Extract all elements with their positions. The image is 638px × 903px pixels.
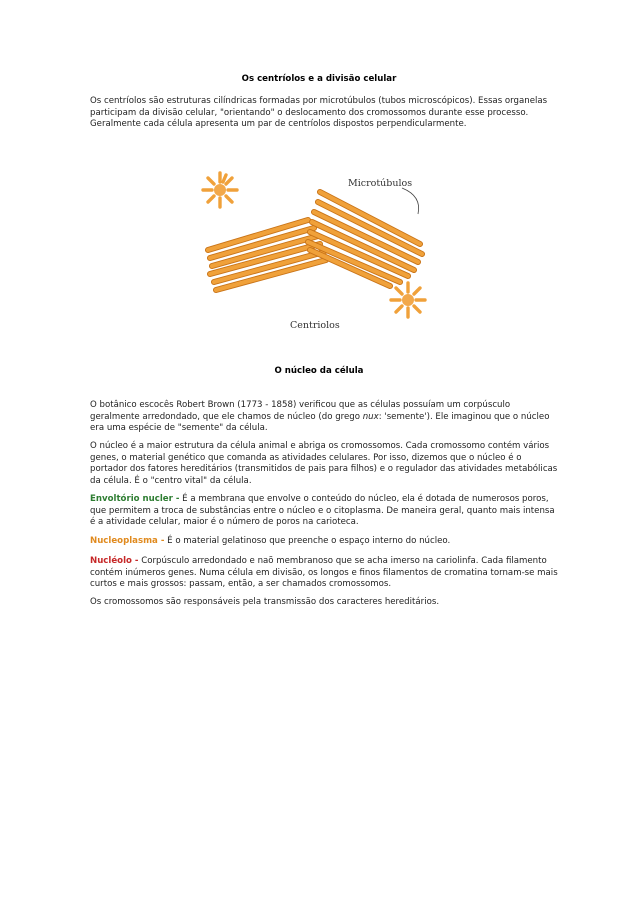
centriolo-cross-section-left	[203, 173, 237, 207]
label-microtubulos: Microtúbulos	[348, 178, 413, 189]
paragraph-robert-brown	[90, 400, 560, 435]
label-centriolos: Centriolos	[290, 320, 340, 331]
centriolo-bundle-right	[308, 192, 422, 286]
italic-word-nux: nux	[362, 411, 379, 422]
paragraph-cromossomos: Os cromossomos são responsáveis pela transmissão dos caracteres hereditários.	[90, 597, 440, 607]
microtubulos-pointer	[402, 188, 419, 214]
centriolos-figure	[190, 162, 445, 342]
centriolo-cross-section-right	[391, 283, 425, 317]
centriolos-illustration	[190, 162, 445, 342]
text-part: O botânico escocês Robert Brown (1773 - 1858) verificou que as células possuíam um corpúsculo geralmente arredondado, que ele chamos de núcleo (do grego	[90, 400, 511, 422]
paragraph-nucleolo	[90, 556, 560, 591]
text-part: Corpúsculo arredondado e naõ membranoso que se acha imerso na cariolinfa. Cada filamento contém inúmeros genes. Numa célula em divisão, os longos e finos filamentos de cromatina tornam-se mais curtos e mais grossos: passam, então, a ser chamados cromossomos.	[90, 556, 558, 590]
section-title-nucleo: O núcleo da célula	[274, 366, 364, 376]
term-nucleolo: Nucléolo -	[90, 556, 139, 566]
paragraph-nucleo-estrutura: O núcleo é a maior estrutura da célula animal e abriga os cromossomos. Cada cromossomo contém vários genes, o material genético que comanda as atividades celulares. Por isso, dizemos que o núcleo é o portador dos fatores hereditários (transmitidos de pais para filhos) e o regulador das atividades metabólicas da célula. É o "centro vital" da célula.	[90, 441, 558, 486]
term-nucleoplasma: Nucleoplasma -	[90, 536, 165, 546]
text-part: É o material gelatinoso que preenche o espaço interno do núcleo.	[164, 536, 451, 546]
section-title-centriolos: Os centríolos e a divisão celular	[241, 74, 397, 84]
text-part: É a membrana que envolve o conteúdo do núcleo, ela é dotada de numerosos poros, que permitem a troca de substâncias entre o núcleo e o citoplasma. De maneira geral, quanto mais intensa é a atividade celular, maior é o número de poros na carioteca.	[90, 494, 555, 528]
paragraph-centriolos: Os centríolos são estruturas cilíndricas formadas por microtúbulos (tubos microscópicos). Essas organelas participam da divisão celular, "orientando" o deslocamento dos cromossomos durante esse processo. Geralmente cada célula apresenta um par de centríolos dispostos perpendicularmente.	[90, 96, 548, 130]
text-part: : 'semente'). Ele imaginou que o núcleo era uma espécie de "semente" da célula.	[90, 411, 550, 434]
paragraph-nucleoplasma	[90, 536, 560, 548]
term-envoltorio: Envoltório nucler -	[90, 494, 180, 504]
paragraph-envoltorio	[90, 494, 560, 529]
